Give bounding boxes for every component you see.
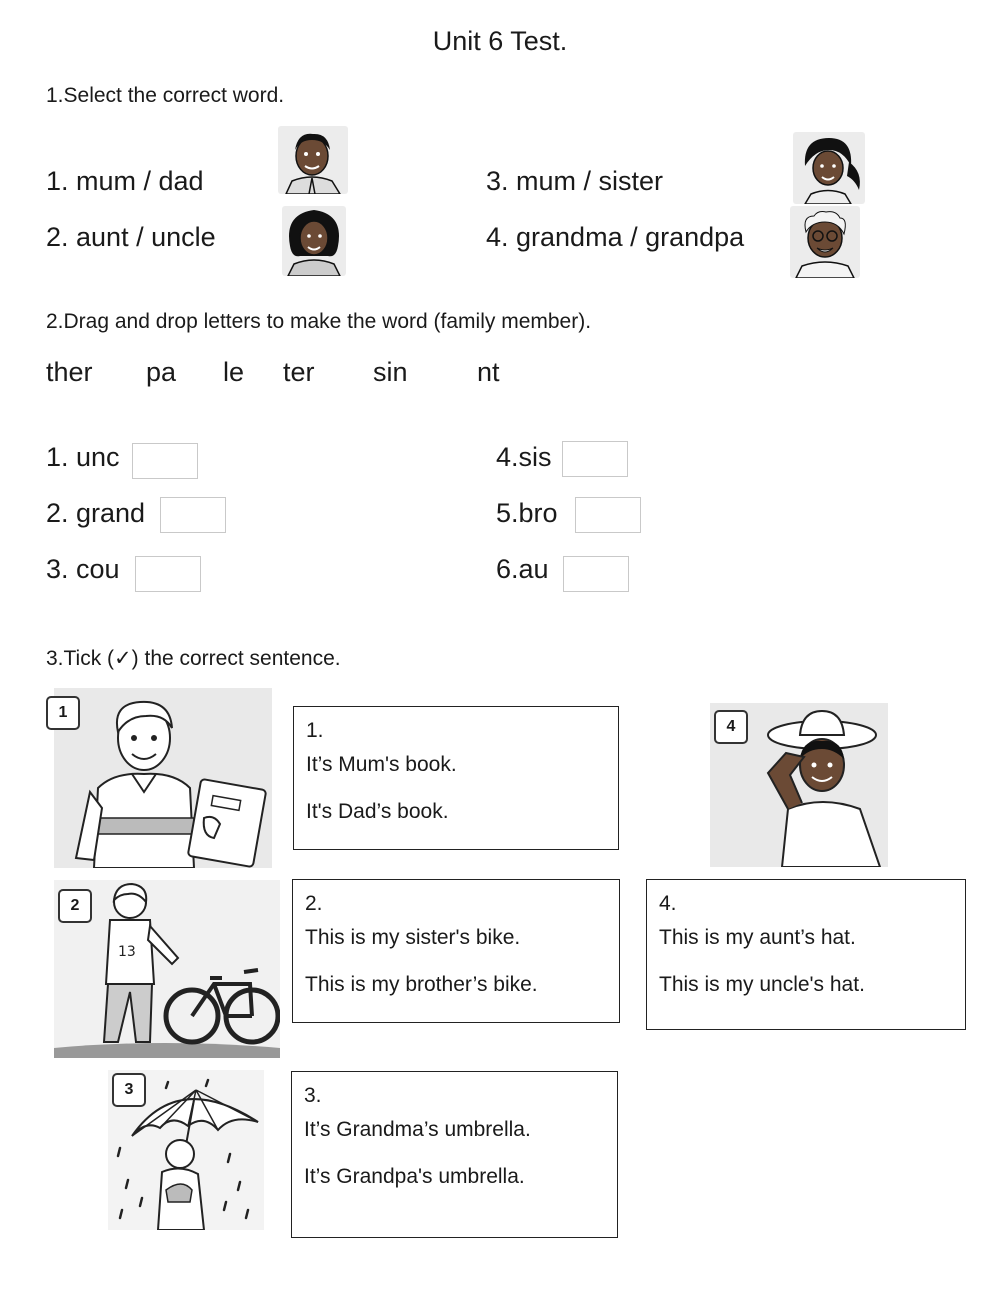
letter-tile-ter[interactable]: ter [283,357,315,387]
dad-face-image [278,126,348,194]
question-number-2: 2. [305,892,323,915]
question-2-option-a[interactable]: This is my sister's bike. [305,926,521,949]
letter-tile-pa[interactable]: pa [146,357,177,387]
sister-face-image [793,132,865,204]
word-label-3: 3. cou [46,554,120,584]
picture-label-3: 3 [112,1073,146,1107]
word-label-1: 1. unc [46,442,120,472]
choice-item-2[interactable]: 2. aunt / uncle [46,222,216,252]
word-label-4: 4.sis [496,442,552,472]
section1-instruction: 1.Select the correct word. [46,84,285,107]
question-3-option-b[interactable]: It’s Grandpa's umbrella. [304,1165,525,1188]
drop-box-6[interactable] [563,556,629,592]
question-number-4: 4. [659,892,677,915]
word-label-5: 5.bro [496,498,558,528]
word-label-2: 2. grand [46,498,146,528]
question-2-option-b[interactable]: This is my brother’s bike. [305,973,538,996]
question-4-option-b[interactable]: This is my uncle's hat. [659,973,865,996]
question-number-1: 1. [306,719,324,742]
drop-box-1[interactable] [132,443,198,479]
letter-tile-nt[interactable]: nt [477,357,500,387]
picture-label-1: 1 [46,696,80,730]
question-box-1 [293,706,619,850]
word-label-6: 6.au [496,554,549,584]
man-with-book-image [54,688,272,868]
svg-text:13: 13 [118,944,136,960]
letter-tile-sin[interactable]: sin [373,357,408,387]
question-1-option-b[interactable]: It's Dad’s book. [306,800,449,823]
question-4-option-a[interactable]: This is my aunt’s hat. [659,926,856,949]
section3-instruction: 3.Tick (✓) the correct sentence. [46,647,341,670]
question-number-3: 3. [304,1084,322,1107]
choice-item-1[interactable]: 1. mum / dad [46,166,204,196]
question-box-2 [292,879,620,1023]
letter-tile-le[interactable]: le [223,357,245,387]
question-3-option-a[interactable]: It’s Grandma’s umbrella. [304,1118,531,1141]
choice-item-3[interactable]: 3. mum / sister [486,166,664,196]
question-1-option-a[interactable]: It’s Mum's book. [306,753,457,776]
choice-item-4[interactable]: 4. grandma / grandpa [486,222,745,252]
picture-label-2: 2 [58,889,92,923]
page-title: Unit 6 Test. [432,26,568,56]
drop-box-4[interactable] [562,441,628,477]
drop-box-3[interactable] [135,556,201,592]
question-box-4 [646,879,966,1030]
picture-label-4: 4 [714,710,748,744]
drop-box-5[interactable] [575,497,641,533]
letter-tile-ther[interactable]: ther [46,357,93,387]
section2-instruction: 2.Drag and drop letters to make the word (family member). [46,310,592,333]
question-box-3 [291,1071,618,1238]
grandpa-face-image [790,206,860,278]
drop-box-2[interactable] [160,497,226,533]
aunt-face-image [282,206,346,276]
